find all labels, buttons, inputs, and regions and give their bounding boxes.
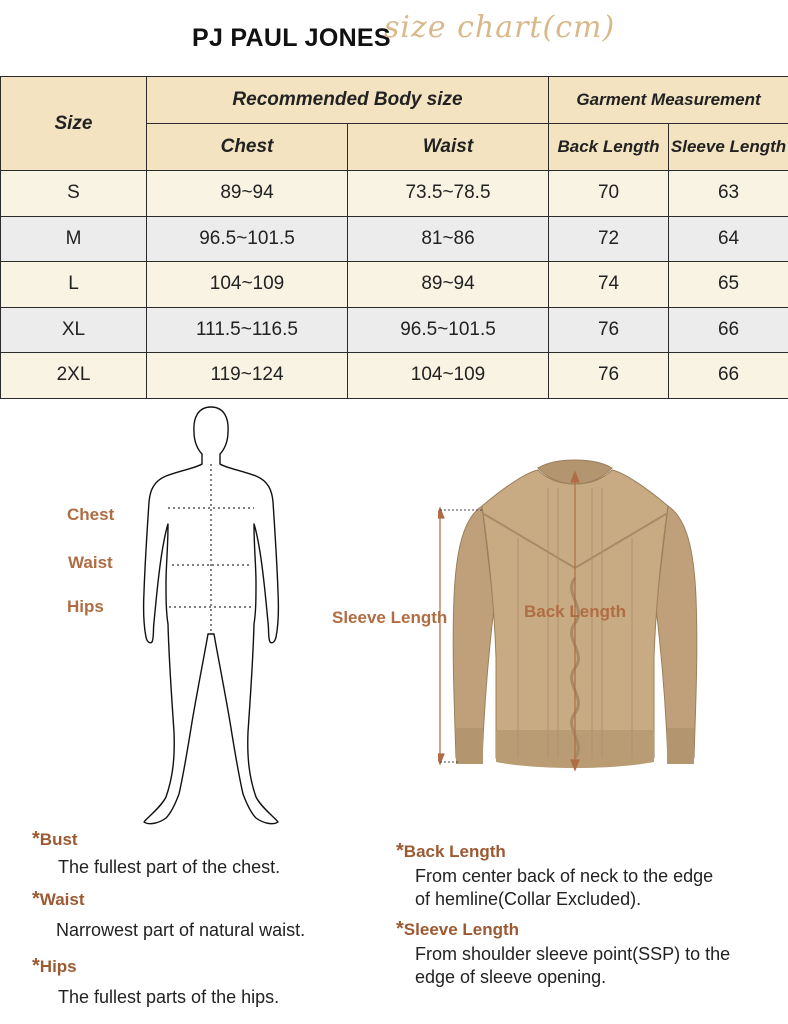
back-length-cell: 70	[549, 171, 669, 217]
back-length-note-text-1: From center back of neck to the edge	[415, 866, 714, 886]
chest-figure-label: Chest	[67, 505, 115, 524]
garment-measurement-header: Garment Measurement	[549, 77, 788, 124]
chest-cell: 96.5~101.5	[147, 216, 348, 262]
star-icon: *	[32, 828, 40, 850]
chest-cell: 111.5~116.5	[147, 307, 348, 353]
back-length-cell: 72	[549, 216, 669, 262]
sleeve-length-cell: 66	[669, 307, 788, 353]
back-length-note-title: Back Length	[403, 842, 506, 861]
size-cell: S	[1, 171, 147, 217]
star-icon: *	[32, 955, 40, 977]
waist-note-title: Waist	[39, 890, 85, 909]
bust-note-text: The fullest part of the chest.	[58, 857, 281, 877]
star-icon: *	[396, 840, 404, 862]
sleeve-length-cell: 63	[669, 171, 788, 217]
back-length-column-header: Back Length	[549, 124, 669, 171]
table-row	[1, 262, 788, 308]
sleeve-length-cell: 64	[669, 216, 788, 262]
chest-cell: 104~109	[147, 262, 348, 308]
sleeve-length-cell: 66	[669, 353, 788, 399]
bust-note-title: Bust	[39, 830, 78, 849]
table-row	[1, 216, 788, 262]
sleeve-length-note-text-1: From shoulder sleeve point(SSP) to the	[415, 944, 731, 964]
hips-note	[32, 955, 279, 1009]
waist-cell: 89~94	[348, 262, 549, 308]
size-table	[0, 76, 788, 399]
star-icon: *	[32, 888, 40, 910]
chart-script-title: size chart(cm)	[384, 10, 616, 45]
back-length-cell: 76	[549, 307, 669, 353]
waist-note-text: Narrowest part of natural waist.	[56, 920, 306, 940]
chest-cell: 89~94	[147, 171, 348, 217]
body-outline-figure	[136, 402, 286, 832]
size-column-header: Size	[1, 77, 147, 171]
size-cell: L	[1, 262, 147, 308]
waist-figure-label: Waist	[68, 553, 113, 572]
table-row	[1, 307, 788, 353]
sleeve-length-note	[396, 918, 730, 989]
table-row	[1, 171, 788, 217]
sleeve-length-note-text-2: edge of sleeve opening.	[415, 967, 607, 987]
chest-cell: 119~124	[147, 353, 348, 399]
waist-note	[32, 888, 305, 942]
size-cell: XL	[1, 307, 147, 353]
waist-cell: 104~109	[348, 353, 549, 399]
back-length-cell: 74	[549, 262, 669, 308]
size-cell: M	[1, 216, 147, 262]
waist-cell: 96.5~101.5	[348, 307, 549, 353]
back-length-cell: 76	[549, 353, 669, 399]
chest-column-header: Chest	[147, 124, 348, 171]
hips-figure-label: Hips	[67, 597, 104, 616]
waist-column-header: Waist	[348, 124, 549, 171]
back-length-figure-label: Back Length	[524, 602, 627, 621]
table-row	[1, 353, 788, 399]
recommended-body-size-header: Recommended Body size	[147, 77, 549, 124]
sleeve-length-figure-label: Sleeve Length	[332, 608, 448, 627]
star-icon: *	[396, 918, 404, 940]
size-cell: 2XL	[1, 353, 147, 399]
waist-cell: 81~86	[348, 216, 549, 262]
back-length-note	[396, 840, 713, 911]
waist-cell: 73.5~78.5	[348, 171, 549, 217]
back-length-note-text-2: of hemline(Collar Excluded).	[415, 889, 642, 909]
brand-name: PJ PAUL JONES	[192, 24, 391, 52]
sleeve-length-column-header: Sleeve Length	[669, 124, 788, 171]
bust-note	[32, 828, 280, 879]
hips-note-title: Hips	[39, 957, 77, 976]
hips-note-text: The fullest parts of the hips.	[58, 987, 280, 1007]
sleeve-length-note-title: Sleeve Length	[403, 920, 520, 939]
header	[0, 0, 788, 74]
sleeve-length-cell: 65	[669, 262, 788, 308]
